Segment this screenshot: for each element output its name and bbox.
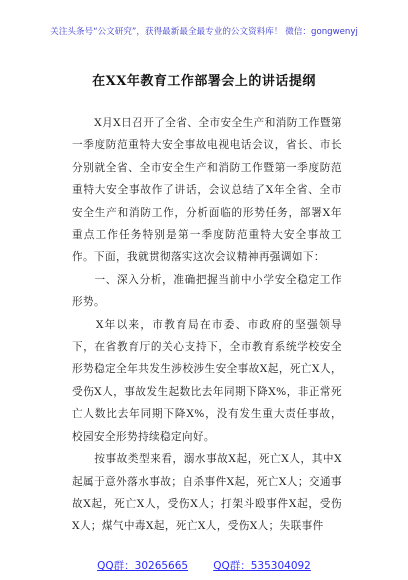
paragraph-situation: X年以来，市教育局在市委、市政府的坚强领导下，在省教育厅的关心支持下，全市教育系统学校安全形势稳定全年共发生涉校涉生安全事故X起，死亡X人，受伤X人，事故发生起数比去年同期下降X%，非正常死亡人数比去年同期下降X%，没有发生重大责任事故，校园安全形势持续稳定向好。 (72, 318, 342, 443)
header-banner (0, 0, 408, 52)
footer-bar (0, 554, 408, 574)
paragraph-intro: X月X日召开了全省、全市安全生产和消防工作暨第一季度防范重特大安全事故电视电话会议，省长、市长分别就全省、全市安全生产和消防工作暨第一季度防范重特大安全事故作了讲话，会议总结了X年全省、全市安全生产和消防工作，分析面临的形势任务，部署X年重点工作任务特别是第一季度防范重特大安全事故工作。下面，我就贯彻落实这次会议精神再强调如下： (72, 117, 342, 264)
qq-group-link-2[interactable]: QQ群：535304092 (213, 560, 311, 572)
document-body (72, 112, 342, 538)
paragraph-heading-1: 一、深入分析，准确把握当前中小学安全稳定工作形势。 (72, 273, 342, 309)
paragraph-accident-types: 按事故类型来看，溺水事故X起，死亡X人，其中X起属于意外落水事故；自杀事件X起，死亡X人；交通事故X起，死亡X人，受伤X人；打架斗殴事件X起，受伤X人；煤气中毒X起，死亡X人，受伤X人；失联事件 (72, 453, 342, 533)
promo-link[interactable]: 关注头条号“公文研究”，获得最新最全最专业的公文资料库！ 微信：gongwenyj (50, 27, 358, 37)
qq-group-link-1[interactable]: QQ群：30265665 (97, 560, 189, 572)
page-title: 在XX年教育工作部署会上的讲话提纲 (92, 74, 316, 89)
